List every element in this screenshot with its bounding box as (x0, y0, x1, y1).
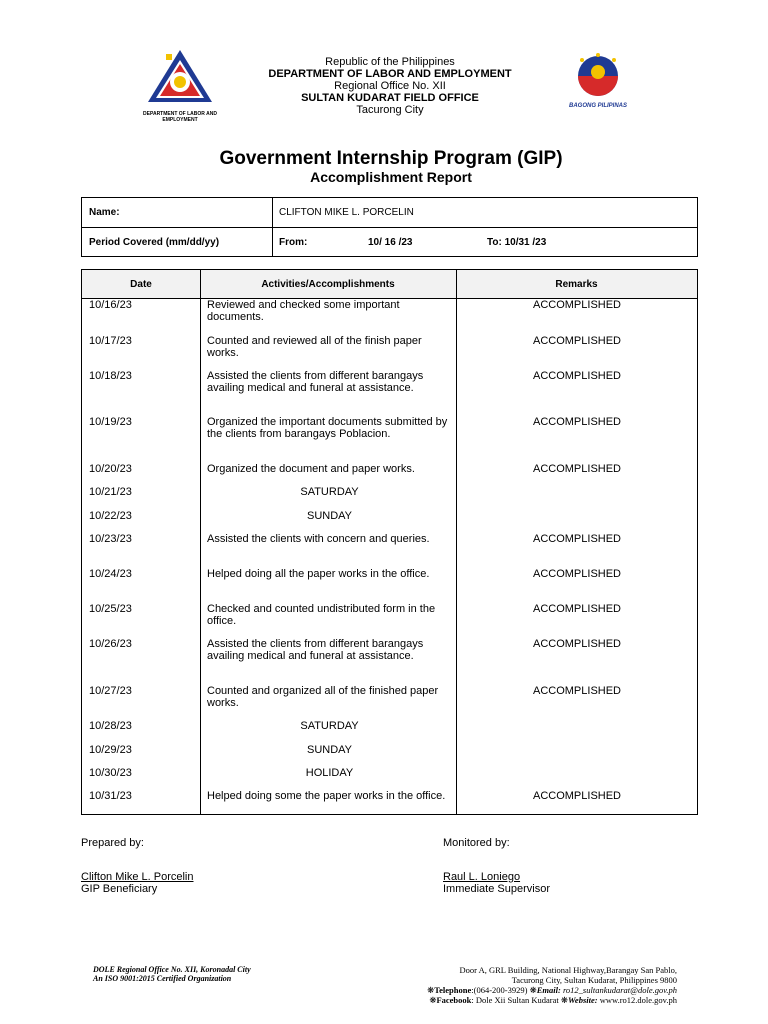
row-date: 10/27/23 (89, 685, 132, 697)
header-city: Tacurong City (356, 104, 424, 116)
dole-logo-text: DEPARTMENT OF LABOR AND EMPLOYMENT (143, 111, 217, 123)
asterisk-icon: ❋ (427, 985, 435, 995)
info-table (81, 197, 698, 257)
row-activity: Assisted the clients from different barangays availing medical and funeral at assistance. (207, 638, 424, 662)
row-activity: SUNDAY (306, 744, 353, 756)
row-date: 10/22/23 (89, 510, 132, 522)
header-department: DEPARTMENT OF LABOR AND EMPLOYMENT (268, 68, 512, 80)
header-remarks: Remarks (555, 279, 598, 290)
facebook-label: Facebook (436, 995, 472, 1005)
accomplishment-table (81, 269, 698, 815)
row-remarks: ACCOMPLISHED (532, 299, 622, 311)
website-label: Website: (568, 995, 598, 1005)
website-value: www.ro12.dole.gov.ph (599, 995, 677, 1005)
table-header (82, 270, 697, 299)
row-date: 10/28/23 (89, 720, 132, 732)
period-label: Period Covered (mm/dd/yy) (89, 237, 220, 248)
facebook-value: : Dole Xii Sultan Kudarat (471, 995, 559, 1005)
prepared-by-name: Clifton Mike L. Porcelin (81, 871, 194, 883)
row-remarks: ACCOMPLISHED (532, 463, 622, 475)
row-date: 10/18/23 (89, 370, 132, 382)
footer-right (360, 965, 677, 1005)
row-activity: Assisted the clients from different barangays availing medical and funeral at assistance. (207, 370, 424, 394)
row-date: 10/21/23 (89, 486, 132, 498)
row-date: 10/20/23 (89, 463, 132, 475)
header-activities: Activities/Accomplishments (261, 279, 395, 290)
row-activity: SATURDAY (300, 486, 359, 498)
monitored-by-name: Raul L. Loniego (443, 871, 521, 883)
row-remarks: ACCOMPLISHED (532, 335, 622, 347)
row-activity: Reviewed and checked some important documents. (207, 299, 400, 323)
row-remarks: ACCOMPLISHED (532, 603, 622, 615)
name-value: CLIFTON MIKE L. PORCELIN (279, 207, 414, 218)
row-remarks: ACCOMPLISHED (532, 685, 622, 697)
row-activity: Checked and counted undistributed form in the office. (207, 603, 436, 627)
row-activity: Counted and organized all of the finished paper works. (207, 685, 439, 709)
row-date: 10/17/23 (89, 335, 132, 347)
email-value: ro12_sultankudarat@dole.gov.ph (562, 985, 677, 995)
bagong-pilipinas-text: BAGONG PILIPINAS (568, 103, 627, 109)
row-remarks: ACCOMPLISHED (532, 416, 622, 428)
row-activity: Helped doing some the paper works in the office. (207, 790, 446, 802)
header-field-office: SULTAN KUDARAT FIELD OFFICE (301, 92, 479, 104)
header-date: Date (130, 279, 152, 290)
monitored-by-role: Immediate Supervisor (443, 883, 550, 895)
telephone-label: Telephone (434, 985, 472, 995)
prepared-by-role: GIP Beneficiary (81, 883, 158, 895)
telephone-value: :(064-200-3929) (471, 985, 528, 995)
row-activity: HOLIDAY (305, 767, 354, 779)
footer-left (93, 965, 251, 983)
email-label: Email: (536, 985, 561, 995)
name-label: Name: (89, 207, 120, 218)
row-activity: Assisted the clients with concern and queries. (207, 533, 430, 545)
asterisk-icon: ❋ (560, 995, 568, 1005)
row-activity: Organized the important documents submitted by the clients from barangays Poblacion. (207, 416, 448, 440)
footer-iso: An ISO 9001:2015 Certified Organization (93, 974, 232, 983)
footer-social (360, 995, 677, 1005)
row-date: 10/31/23 (89, 790, 132, 802)
dole-logo (142, 46, 218, 123)
row-remarks: ACCOMPLISHED (532, 568, 622, 580)
row-activity: SATURDAY (300, 720, 359, 732)
footer-office: DOLE Regional Office No. XII, Koronadal City (93, 965, 251, 974)
footer-address-1: Door A, GRL Building, National Highway,Barangay San Pablo, (459, 965, 677, 975)
row-date: 10/16/23 (89, 299, 132, 311)
header-regional-office: Regional Office No. XII (334, 80, 446, 92)
row-remarks: ACCOMPLISHED (532, 533, 622, 545)
asterisk-icon: ❋ (429, 995, 437, 1005)
header-republic: Republic of the Philippines (325, 56, 455, 68)
footer-address-2: Tacurong City, Sultan Kudarat, Philippines 9800 (511, 975, 677, 985)
row-date: 10/25/23 (89, 603, 132, 615)
row-date: 10/24/23 (89, 568, 132, 580)
prepared-by-label: Prepared by: (81, 837, 144, 849)
footer-contact (360, 985, 677, 995)
row-activity: Organized the document and paper works. (207, 463, 415, 475)
row-date: 10/26/23 (89, 638, 132, 650)
row-activity: Helped doing all the paper works in the office. (207, 568, 430, 580)
row-date: 10/30/23 (89, 767, 132, 779)
row-activity: SUNDAY (306, 510, 353, 522)
row-date: 10/23/23 (89, 533, 132, 545)
to-label: To: 10/31 /23 (487, 237, 547, 248)
row-remarks: ACCOMPLISHED (532, 790, 622, 802)
from-label: From: (279, 237, 308, 248)
row-remarks: ACCOMPLISHED (532, 638, 622, 650)
monitored-by-label: Monitored by: (443, 837, 510, 849)
page-title: Government Internship Program (GIP) (219, 148, 563, 169)
row-remarks: ACCOMPLISHED (532, 370, 622, 382)
row-date: 10/29/23 (89, 744, 132, 756)
asterisk-icon: ❋ (529, 985, 537, 995)
from-value: 10/ 16 /23 (368, 237, 413, 248)
page-subtitle: Accomplishment Report (310, 169, 472, 185)
bagong-pilipinas-logo (558, 52, 638, 112)
row-activity: Counted and reviewed all of the finish paper works. (207, 335, 422, 359)
row-date: 10/19/23 (89, 416, 132, 428)
